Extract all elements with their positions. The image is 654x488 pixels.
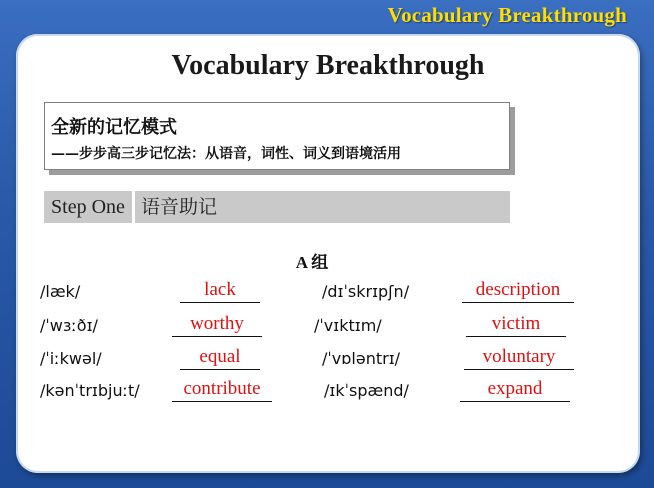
- answer-left: contribute: [172, 379, 272, 402]
- answer-left: equal: [180, 347, 260, 370]
- phonetic-left: /ˈwɜːðɪ/: [40, 316, 98, 335]
- header-title: Vocabulary Breakthrough: [387, 3, 627, 27]
- answer-right: description: [462, 280, 574, 303]
- memo-subheading: ——步步高三步记忆法：从语音，词性、词义到语境活用: [51, 146, 401, 162]
- memo-box: [44, 102, 510, 170]
- group-label: A 组: [295, 253, 329, 272]
- slide-title: Vocabulary Breakthrough: [171, 50, 485, 81]
- phonetic-left: /ˈiːkwəl/: [40, 349, 102, 368]
- answer-right: victim: [466, 314, 566, 337]
- answer-left: worthy: [172, 314, 262, 337]
- memo-heading: 全新的记忆模式: [51, 117, 177, 138]
- step-label: Step One: [44, 191, 132, 223]
- vocab-row: [16, 280, 640, 310]
- phonetic-left: /kənˈtrɪbjuːt/: [40, 381, 140, 400]
- answer-right: expand: [460, 379, 570, 402]
- vocab-row: [16, 347, 640, 377]
- vocab-row: [16, 379, 640, 409]
- phonetic-right: /dɪˈskrɪpʃn/: [322, 282, 410, 301]
- answer-left: lack: [180, 280, 260, 303]
- phonetic-right: /ˈvɒləntrɪ/: [322, 349, 401, 368]
- phonetic-right: /ˈvɪktɪm/: [314, 316, 382, 335]
- step-description: 语音助记: [135, 191, 510, 223]
- phonetic-right: /ɪkˈspænd/: [324, 381, 409, 400]
- slide-panel: [16, 34, 640, 473]
- vocab-row: [16, 314, 640, 344]
- answer-right: voluntary: [464, 347, 574, 370]
- phonetic-left: /læk/: [40, 282, 81, 301]
